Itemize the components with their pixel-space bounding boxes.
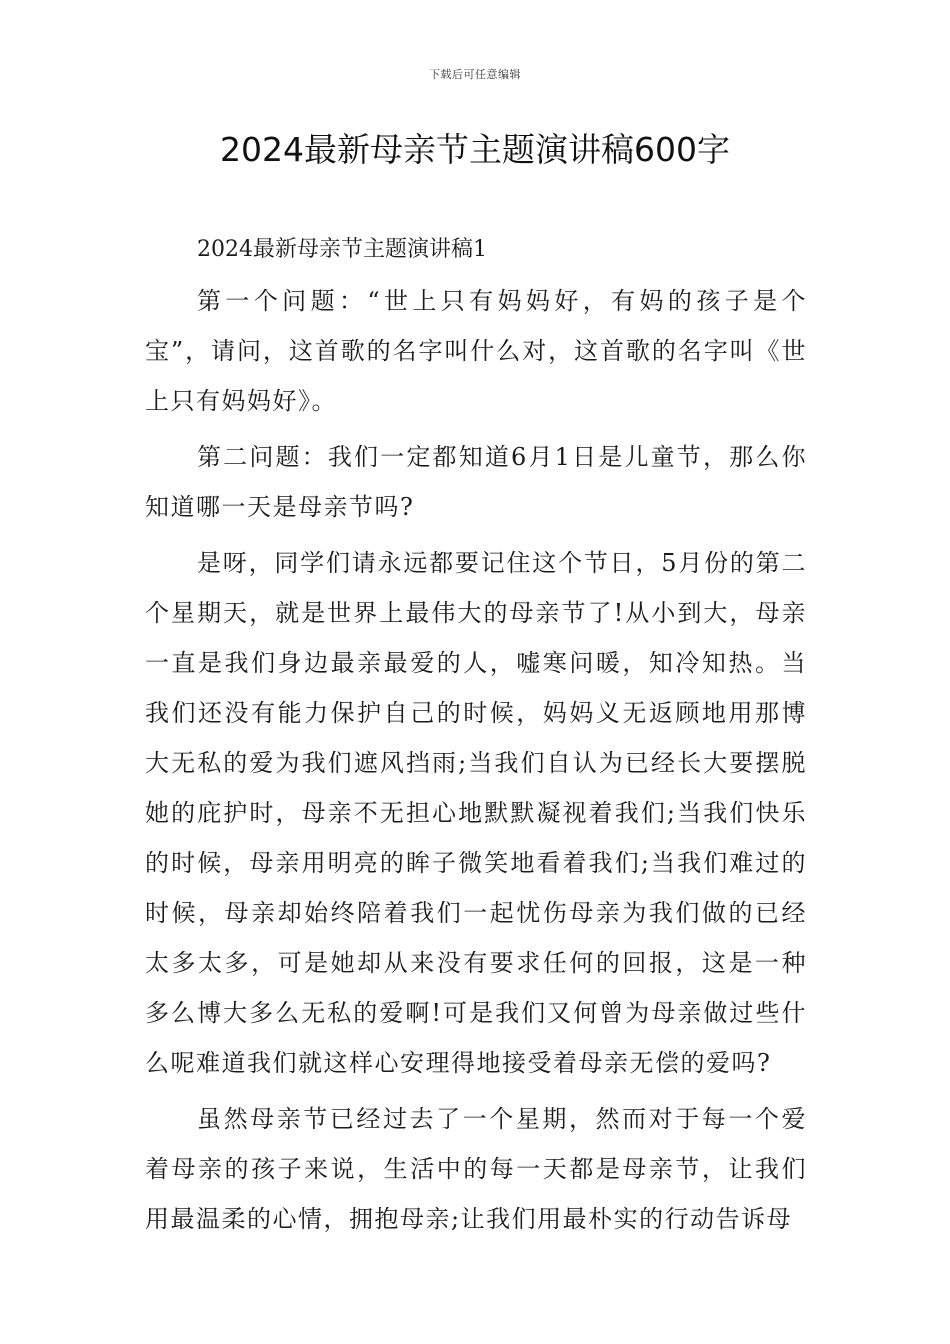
section-subtitle: 2024最新母亲节主题演讲稿1 (197, 237, 487, 262)
document-title: 2024最新母亲节主题演讲稿600字 (220, 130, 730, 169)
paragraph-4: 虽然母亲节已经过去了一个星期，然而对于每一个爱着母亲的孩子来说，生活中的每一天都是母亲节，让我们用最温柔的心情，拥抱母亲;让我们用最朴实的行动告诉母 (145, 1105, 807, 1233)
paragraph-2: 第二问题：我们一定都知道6月1日是儿童节，那么你知道哪一天是母亲节吗? (145, 443, 807, 521)
header-note: 下载后可任意编辑 (429, 68, 521, 81)
paragraph-1: 第一个问题：“世上只有妈妈好，有妈的孩子是个宝”，请问，这首歌的名字叫什么对，这首歌的名字叫《世上只有妈妈好》。 (145, 287, 807, 415)
document-body (145, 224, 807, 1250)
paragraph-3: 是呀，同学们请永远都要记住这个节日，5月份的第二个星期天，就是世界上最伟大的母亲节了!从小到大，母亲一直是我们身边最亲最爱的人，嘘寒问暖，知冷知热。当我们还没有能力保护自己的时候，妈妈义无返顾地用那博大无私的爱为我们遮风挡雨;当我们自认为已经长大要摆脱她的庇护时，母亲不无担心地默默凝视着我们;当我们快乐的时候，母亲用明亮的眸子微笑地看着我们;当我们难过的时候，母亲却始终陪着我们一起忧伤母亲为我们做的已经太多太多，可是她却从来没有要求任何的回报，这是一种多么博大多么无私的爱啊!可是我们又何曾为母亲做过些什么呢难道我们就这样心安理得地接受着母亲无偿的爱吗? (145, 549, 807, 1077)
